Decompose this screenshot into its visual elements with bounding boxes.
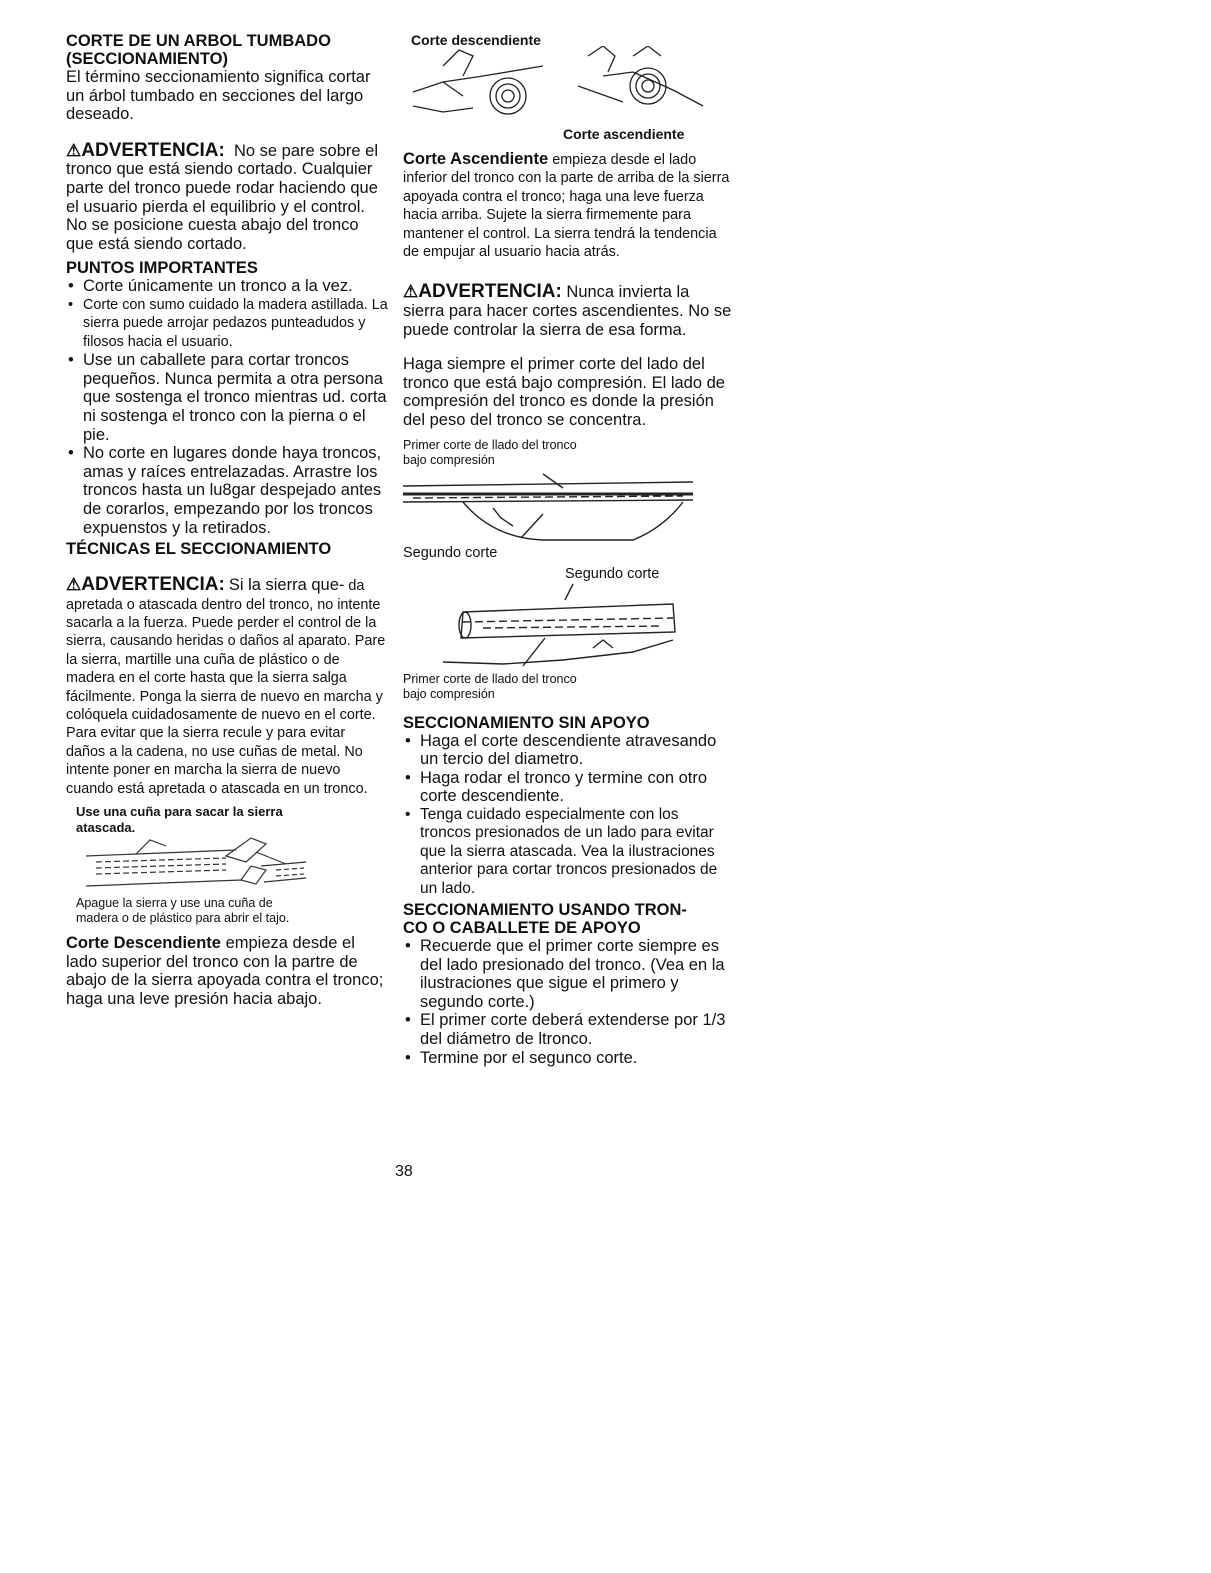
bullet-icon: •: [405, 937, 411, 955]
supported-heading: SECCIONAMIENTO USANDO TRON-: [403, 901, 687, 919]
list-item: • Use un caballete para cortar troncos pequeños. Nunca permita a otra persona que sostenga el tronco mientras ud. corta ni sostenga el tronco con la pierna o el pie.: [68, 351, 387, 444]
warning-block-1: [66, 139, 388, 254]
section-subtitle: (SECCIONAMIENTO): [66, 50, 228, 68]
compression-log-illustration-2: [403, 582, 703, 672]
warning-label: ADVERTENCIA:: [418, 281, 562, 303]
list-item: • Corte únicamente un tronco a la vez.: [68, 277, 353, 296]
cut-direction-figure: [403, 32, 733, 142]
warning-block-3: [403, 283, 733, 339]
wedge-caption-title: Use una cuña para sacar la sierra: [76, 803, 283, 819]
bullet-icon: •: [405, 805, 411, 823]
warning-triangle-icon: ⚠: [66, 575, 82, 595]
down-cut-term: Corte Descendiente: [66, 933, 221, 952]
figure-label: Primer corte de llado del tronco: [403, 437, 577, 452]
intro-paragraph: El término seccionamiento significa cortar un árbol tumbado en secciones del largo deseado.: [66, 68, 371, 124]
warning-text: sobre el tronco que está siendo cortado. Cualquier parte del tronco puede rodar haciendo que el usuario pierda el equilibrio y el control. No se posicione cuesta abajo del tronco que está siendo cortado.: [66, 141, 378, 253]
warning-text-head: No se pare: [233, 141, 315, 160]
wedge-illustration: [76, 836, 366, 896]
compression-figure-1: [403, 438, 733, 561]
down-cut-paragraph: [66, 934, 388, 1008]
warning-block-2: [66, 576, 388, 798]
warning-text-head: Nunca invierta: [566, 283, 672, 302]
cut-direction-illustration: [403, 46, 733, 126]
warning-label: ADVERTENCIA:: [81, 139, 225, 161]
bullet-icon: •: [405, 1048, 411, 1067]
techniques-heading: TÉCNICAS EL SECCIONAMIENTO: [66, 540, 332, 559]
up-cut-text: empieza desde el lado inferior del tronco con la parte de arriba de la sierra apoyada contra el tronco; haga una leve fuerza hacia arriba. Sujete la sierra firmemente para mantener el control. La sierra tendrá la tendencia de empujar al usuario hacia atrás.: [403, 152, 730, 261]
bullet-icon: •: [405, 731, 411, 750]
list-item: • Recuerde que el primer corte siempre es del lado presionado del tronco. (Vea en la ilustraciones que sigue el primero y segundo corte.): [405, 937, 725, 1011]
warning-triangle-icon: ⚠: [66, 140, 82, 160]
figure-label: bajo compresión: [403, 686, 495, 701]
up-cut-paragraph: [403, 150, 733, 261]
up-cut-term: Corte Ascendiente: [403, 150, 549, 168]
list-item: • Haga el corte descendiente atravesando un tercio del diametro.: [405, 731, 717, 769]
wedge-caption-title-2: atascada.: [76, 819, 136, 835]
down-cut-text: empieza desde el lado superior del tronco con la partre de abajo de la sierra apoyada contra el tronco; haga una leve presión hacia abajo.: [66, 933, 384, 1008]
unsupported-heading: SECCIONAMIENTO SIN APOYO: [403, 713, 650, 732]
list-item: • Tenga cuidado especialmente con los troncos presionados de un lado para evitar que la sierra atascada. Vea la ilustraciones anterior para cortar troncos presionados de un lado.: [405, 805, 718, 897]
warning-text: la sierra para hacer cortes ascendientes. No se puede controlar la sierra de esa forma.: [403, 283, 732, 339]
figure-label: Primer corte de llado del tronco: [403, 671, 577, 686]
figure-label-up: Corte ascendiente: [563, 126, 685, 142]
list-item: • Termine por el segunco corte.: [405, 1048, 638, 1067]
warning-label: ADVERTENCIA:: [81, 574, 225, 596]
supported-heading-2: CO O CABALLETE DE APOYO: [403, 919, 641, 937]
supported-list: [403, 937, 733, 1067]
figure-label: Segundo corte: [565, 565, 660, 582]
points-list: [66, 277, 388, 537]
list-item: • El primer corte deberá extenderse por 1/3 del diámetro de ltronco.: [405, 1011, 726, 1048]
figure-label-down: Corte descendiente: [411, 32, 541, 48]
unsupported-list: [403, 732, 733, 898]
bullet-icon: •: [68, 277, 74, 296]
compression-paragraph: Haga siempre el primer corte del lado del tronco que está bajo compresión. El lado de compresión del tronco es donde la presión del peso del tronco se concentra.: [403, 355, 725, 429]
figure-label: Segundo corte: [403, 544, 498, 561]
compression-figure-2: [403, 567, 733, 702]
figure-label: bajo compresión: [403, 452, 495, 467]
list-item: • Haga rodar el tronco y termine con otro corte descendiente.: [405, 768, 708, 806]
bullet-icon: •: [68, 296, 74, 313]
left-column: [66, 32, 388, 1008]
wedge-figure: [76, 804, 388, 926]
bullet-icon: •: [68, 444, 74, 463]
bullet-icon: •: [405, 768, 411, 787]
wedge-caption: Apague la sierra y use una cuña de: [76, 895, 273, 910]
points-heading: PUNTOS IMPORTANTES: [66, 259, 258, 278]
bullet-icon: •: [68, 351, 74, 370]
warning-text-head: Si la sierra que-: [228, 576, 345, 595]
warning-triangle-icon: ⚠: [403, 282, 419, 302]
warning-text: da apretada o atascada dentro del tronco, no intente sacarla a la fuerza. Puede perder el control de la sierra, causando heridas o daños al aparato. Pare la sierra, martille una cuña de plástico o de madera en el corte hasta que la sierra salga fácilmente. Ponga la sierra de nuevo en marcha y colóquela cuidadosamente de nuevo en el corte. Para evitar que la sierra recule y para evitar daños a la cadena, no use cuñas de metal. No intente poner en marcha la sierra de nuevo cuando está apretada o atascada en un tronco.: [66, 578, 386, 797]
wedge-caption-2: madera o de plástico para abrir el tajo.: [76, 910, 290, 925]
section-title: CORTE DE UN ARBOL TUMBADO: [66, 32, 331, 50]
list-item: • No corte en lugares donde haya troncos, amas y raíces entrelazadas. Arrastre los troncos hasta un lu8gar despejado antes de corarlos, empezando por los troncos expuenstos y la retirados.: [68, 444, 382, 537]
compression-log-illustration-1: [403, 468, 703, 546]
bullet-icon: •: [405, 1011, 411, 1030]
list-item: • Corte con sumo cuidado la madera astillada. La sierra puede arrojar pedazos punteadudos y filosos hacia el usuario.: [68, 296, 388, 350]
page-number: 38: [395, 1163, 413, 1180]
right-column: [403, 32, 733, 1067]
